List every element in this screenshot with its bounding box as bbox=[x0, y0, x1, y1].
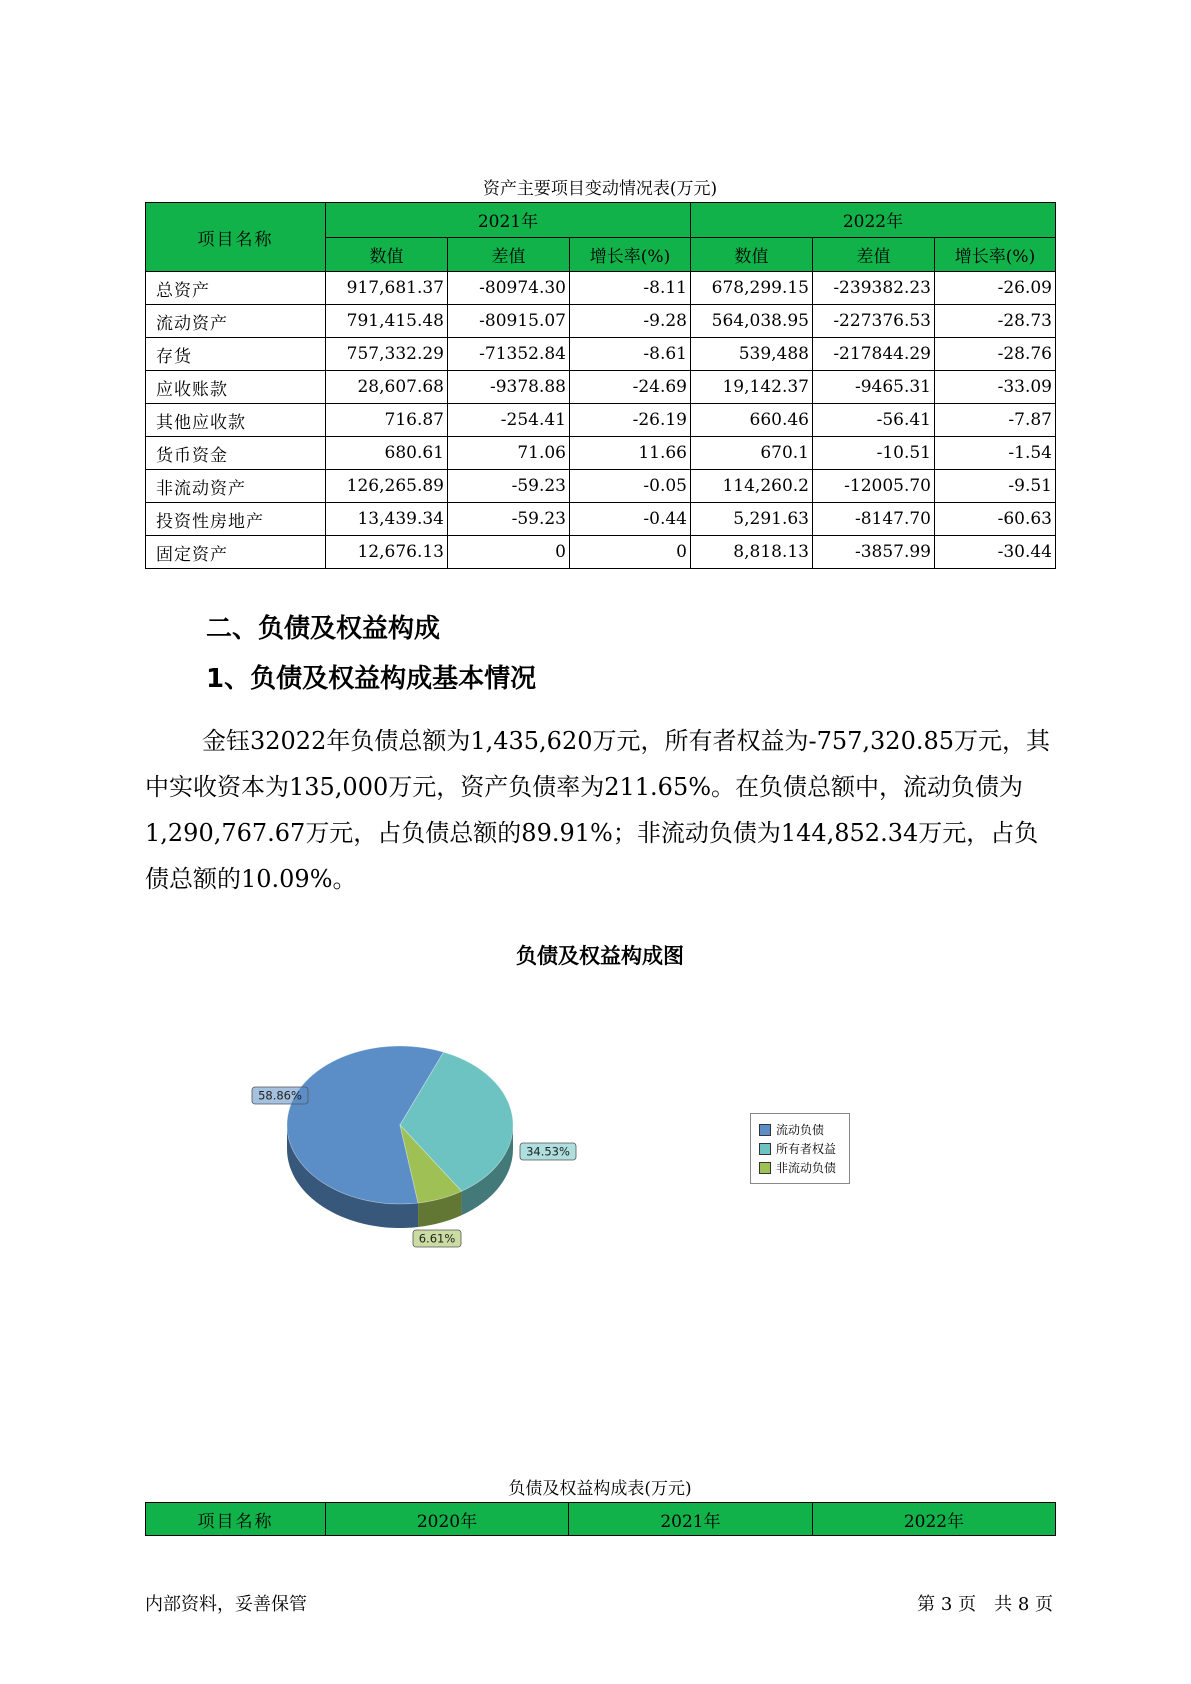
header-item-name: 项目名称 bbox=[146, 203, 326, 272]
pie-data-label bbox=[413, 1230, 461, 1247]
equity-header-2021: 2021年 bbox=[569, 1503, 813, 1536]
row-value-cell: -9.51 bbox=[935, 470, 1056, 503]
row-value-cell: 126,265.89 bbox=[326, 470, 448, 503]
section-heading: 二、负债及权益构成 bbox=[206, 614, 441, 644]
row-value-cell: 716.87 bbox=[326, 404, 448, 437]
page-suffix: 页 bbox=[1035, 1594, 1053, 1615]
table-row bbox=[146, 470, 1056, 503]
row-value-cell: 680.61 bbox=[326, 437, 448, 470]
row-value-cell: -1.54 bbox=[935, 437, 1056, 470]
row-value-cell: -8.11 bbox=[570, 272, 691, 305]
pie-chart bbox=[230, 1010, 650, 1270]
row-value-cell: 791,415.48 bbox=[326, 305, 448, 338]
footer-confidential: 内部资料，妥善保管 bbox=[145, 1594, 307, 1615]
row-value-cell: 0 bbox=[448, 536, 570, 569]
legend-label: 所有者权益 bbox=[776, 1142, 837, 1156]
row-value-cell: 917,681.37 bbox=[326, 272, 448, 305]
row-value-cell: 13,439.34 bbox=[326, 503, 448, 536]
row-value-cell: 670.1 bbox=[691, 437, 813, 470]
equity-header-2020: 2020年 bbox=[326, 1503, 569, 1536]
row-item-name: 流动资产 bbox=[146, 305, 326, 338]
pie-data-label-text: 6.61% bbox=[418, 1231, 456, 1246]
row-value-cell: -59.23 bbox=[448, 470, 570, 503]
header-diff: 差值 bbox=[813, 237, 935, 272]
row-item-name: 投资性房地产 bbox=[146, 503, 326, 536]
row-value-cell: -60.63 bbox=[935, 503, 1056, 536]
footer-page-info bbox=[917, 1590, 1053, 1616]
row-value-cell: 19,142.37 bbox=[691, 371, 813, 404]
equity-table-caption: 负债及权益构成表(万元) bbox=[508, 1479, 692, 1499]
row-value-cell: -254.41 bbox=[448, 404, 570, 437]
row-value-cell: -80915.07 bbox=[448, 305, 570, 338]
page-total: 8 bbox=[1017, 1594, 1030, 1615]
equity-table bbox=[145, 1502, 1056, 1536]
legend-swatch bbox=[759, 1124, 771, 1136]
table-row bbox=[146, 305, 1056, 338]
row-item-name: 存货 bbox=[146, 338, 326, 371]
legend-label: 流动负债 bbox=[776, 1123, 825, 1137]
row-value-cell: -217844.29 bbox=[813, 338, 935, 371]
row-value-cell: -33.09 bbox=[935, 371, 1056, 404]
row-value-cell: 539,488 bbox=[691, 338, 813, 371]
row-value-cell: -9.28 bbox=[570, 305, 691, 338]
pie-data-label bbox=[252, 1087, 308, 1104]
table-row bbox=[146, 437, 1056, 470]
row-value-cell: 0 bbox=[570, 536, 691, 569]
header-year-2022: 2022年 bbox=[691, 203, 1056, 238]
row-value-cell: 11.66 bbox=[570, 437, 691, 470]
legend-swatch bbox=[759, 1162, 771, 1174]
row-value-cell: -0.44 bbox=[570, 503, 691, 536]
row-value-cell: 564,038.95 bbox=[691, 305, 813, 338]
row-value-cell: -12005.70 bbox=[813, 470, 935, 503]
row-value-cell: -80974.30 bbox=[448, 272, 570, 305]
chart-title: 负债及权益构成图 bbox=[516, 944, 684, 968]
row-value-cell: -26.09 bbox=[935, 272, 1056, 305]
legend-item bbox=[759, 1158, 841, 1177]
pie-data-label-text: 58.86% bbox=[258, 1088, 302, 1103]
row-value-cell: -24.69 bbox=[570, 371, 691, 404]
row-value-cell: 114,260.2 bbox=[691, 470, 813, 503]
row-item-name: 其他应收款 bbox=[146, 404, 326, 437]
row-value-cell: -227376.53 bbox=[813, 305, 935, 338]
row-value-cell: 757,332.29 bbox=[326, 338, 448, 371]
legend-item bbox=[759, 1120, 841, 1139]
row-item-name: 固定资产 bbox=[146, 536, 326, 569]
row-value-cell: -26.19 bbox=[570, 404, 691, 437]
row-value-cell: -239382.23 bbox=[813, 272, 935, 305]
row-value-cell: -8147.70 bbox=[813, 503, 935, 536]
pie-data-label bbox=[520, 1143, 576, 1160]
table-row bbox=[146, 404, 1056, 437]
page-mid: 页 共 bbox=[958, 1594, 1013, 1615]
row-value-cell: -59.23 bbox=[448, 503, 570, 536]
row-value-cell: -56.41 bbox=[813, 404, 935, 437]
table-row bbox=[146, 503, 1056, 536]
legend-item bbox=[759, 1139, 841, 1158]
chart-legend bbox=[750, 1113, 850, 1184]
table-row bbox=[146, 536, 1056, 569]
header-value: 数值 bbox=[326, 237, 448, 272]
row-item-name: 应收账款 bbox=[146, 371, 326, 404]
row-value-cell: -71352.84 bbox=[448, 338, 570, 371]
table-row bbox=[146, 272, 1056, 305]
row-value-cell: 28,607.68 bbox=[326, 371, 448, 404]
header-growth: 增长率(%) bbox=[570, 237, 691, 272]
row-value-cell: 678,299.15 bbox=[691, 272, 813, 305]
row-value-cell: -10.51 bbox=[813, 437, 935, 470]
row-value-cell: 71.06 bbox=[448, 437, 570, 470]
row-value-cell: -7.87 bbox=[935, 404, 1056, 437]
row-value-cell: 8,818.13 bbox=[691, 536, 813, 569]
row-value-cell: -8.61 bbox=[570, 338, 691, 371]
header-year-2021: 2021年 bbox=[326, 203, 691, 238]
legend-swatch bbox=[759, 1143, 771, 1155]
row-value-cell: 12,676.13 bbox=[326, 536, 448, 569]
section-subheading: 1、负债及权益构成基本情况 bbox=[206, 664, 537, 694]
equity-header-2022: 2022年 bbox=[813, 1503, 1056, 1536]
row-value-cell: -9465.31 bbox=[813, 371, 935, 404]
row-value-cell: 5,291.63 bbox=[691, 503, 813, 536]
row-item-name: 非流动资产 bbox=[146, 470, 326, 503]
page-prefix: 第 bbox=[917, 1594, 936, 1615]
row-value-cell: -0.05 bbox=[570, 470, 691, 503]
header-value: 数值 bbox=[691, 237, 813, 272]
equity-header-item-name: 项目名称 bbox=[146, 1503, 326, 1536]
header-diff: 差值 bbox=[448, 237, 570, 272]
pie-data-label-text: 34.53% bbox=[526, 1144, 570, 1159]
page-number: 3 bbox=[940, 1594, 953, 1615]
row-value-cell: -3857.99 bbox=[813, 536, 935, 569]
table-row bbox=[146, 371, 1056, 404]
row-item-name: 货币资金 bbox=[146, 437, 326, 470]
row-value-cell: -28.76 bbox=[935, 338, 1056, 371]
row-value-cell: 660.46 bbox=[691, 404, 813, 437]
row-item-name: 总资产 bbox=[146, 272, 326, 305]
legend-label: 非流动负债 bbox=[776, 1161, 837, 1175]
row-value-cell: -9378.88 bbox=[448, 371, 570, 404]
header-growth: 增长率(%) bbox=[935, 237, 1056, 272]
asset-table bbox=[145, 202, 1056, 569]
table-row bbox=[146, 338, 1056, 371]
asset-table-caption: 资产主要项目变动情况表(万元) bbox=[482, 179, 718, 199]
liability-summary-paragraph: 金钰32022年负债总额为1,435,620万元，所有者权益为-757,320.85万元，其中实收资本为135,000万元，资产负债率为211.65%。在负债总额中，流动负债为1,290,767.67万元，占负债总额的89.91%；非流动负债为144,852.34万元，占负债总额的10.09%。 bbox=[145, 727, 1051, 893]
row-value-cell: -28.73 bbox=[935, 305, 1056, 338]
row-value-cell: -30.44 bbox=[935, 536, 1056, 569]
